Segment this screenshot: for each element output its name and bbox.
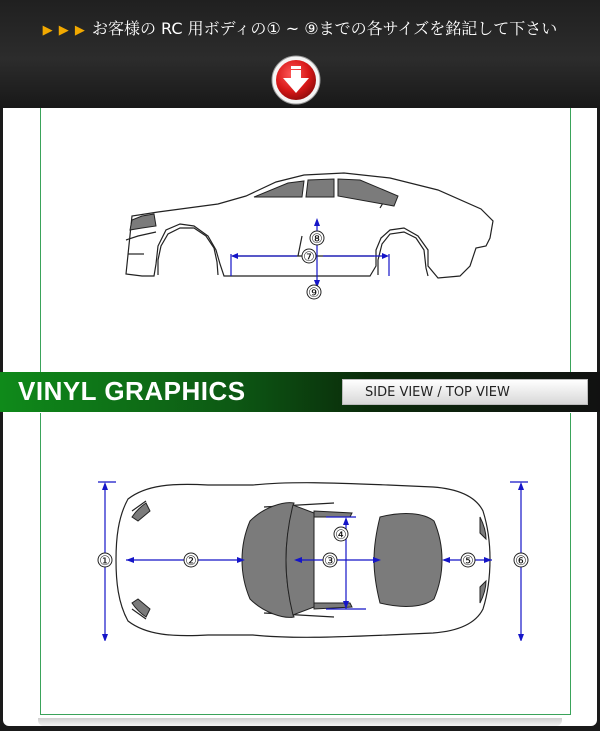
side-view-overall-length bbox=[98, 168, 518, 378]
side-top-view-tab[interactable]: SIDE VIEW / TOP VIEW bbox=[342, 379, 588, 405]
measure-label-8: ⑧ bbox=[311, 232, 323, 247]
down-arrow-icon[interactable] bbox=[270, 54, 322, 106]
measure-label-6: ⑥ bbox=[515, 554, 527, 569]
instruction-line bbox=[0, 16, 600, 39]
measure-label-4: ④ bbox=[335, 528, 347, 543]
measure-label-3: ③ bbox=[324, 554, 336, 569]
top-view-diagram bbox=[88, 481, 538, 641]
measure-label-7: ⑦ bbox=[303, 250, 315, 265]
measure-label-2: ② bbox=[185, 554, 197, 569]
header-bar bbox=[0, 0, 600, 108]
panel-footer-shadow bbox=[38, 718, 562, 726]
measure-label-1: ① bbox=[99, 554, 111, 569]
triangle-arrows-icon: ▶ ▶ ▶ bbox=[42, 23, 86, 38]
instruction-text: お客様の RC 用ボディの① ~ ⑨までの各サイズを銘記して下さい bbox=[91, 19, 558, 38]
measure-label-5: ⑤ bbox=[462, 554, 474, 569]
section-banner bbox=[0, 372, 600, 412]
banner-title: VINYL GRAPHICS bbox=[18, 376, 246, 406]
measure-label-9: ⑨ bbox=[308, 286, 320, 301]
